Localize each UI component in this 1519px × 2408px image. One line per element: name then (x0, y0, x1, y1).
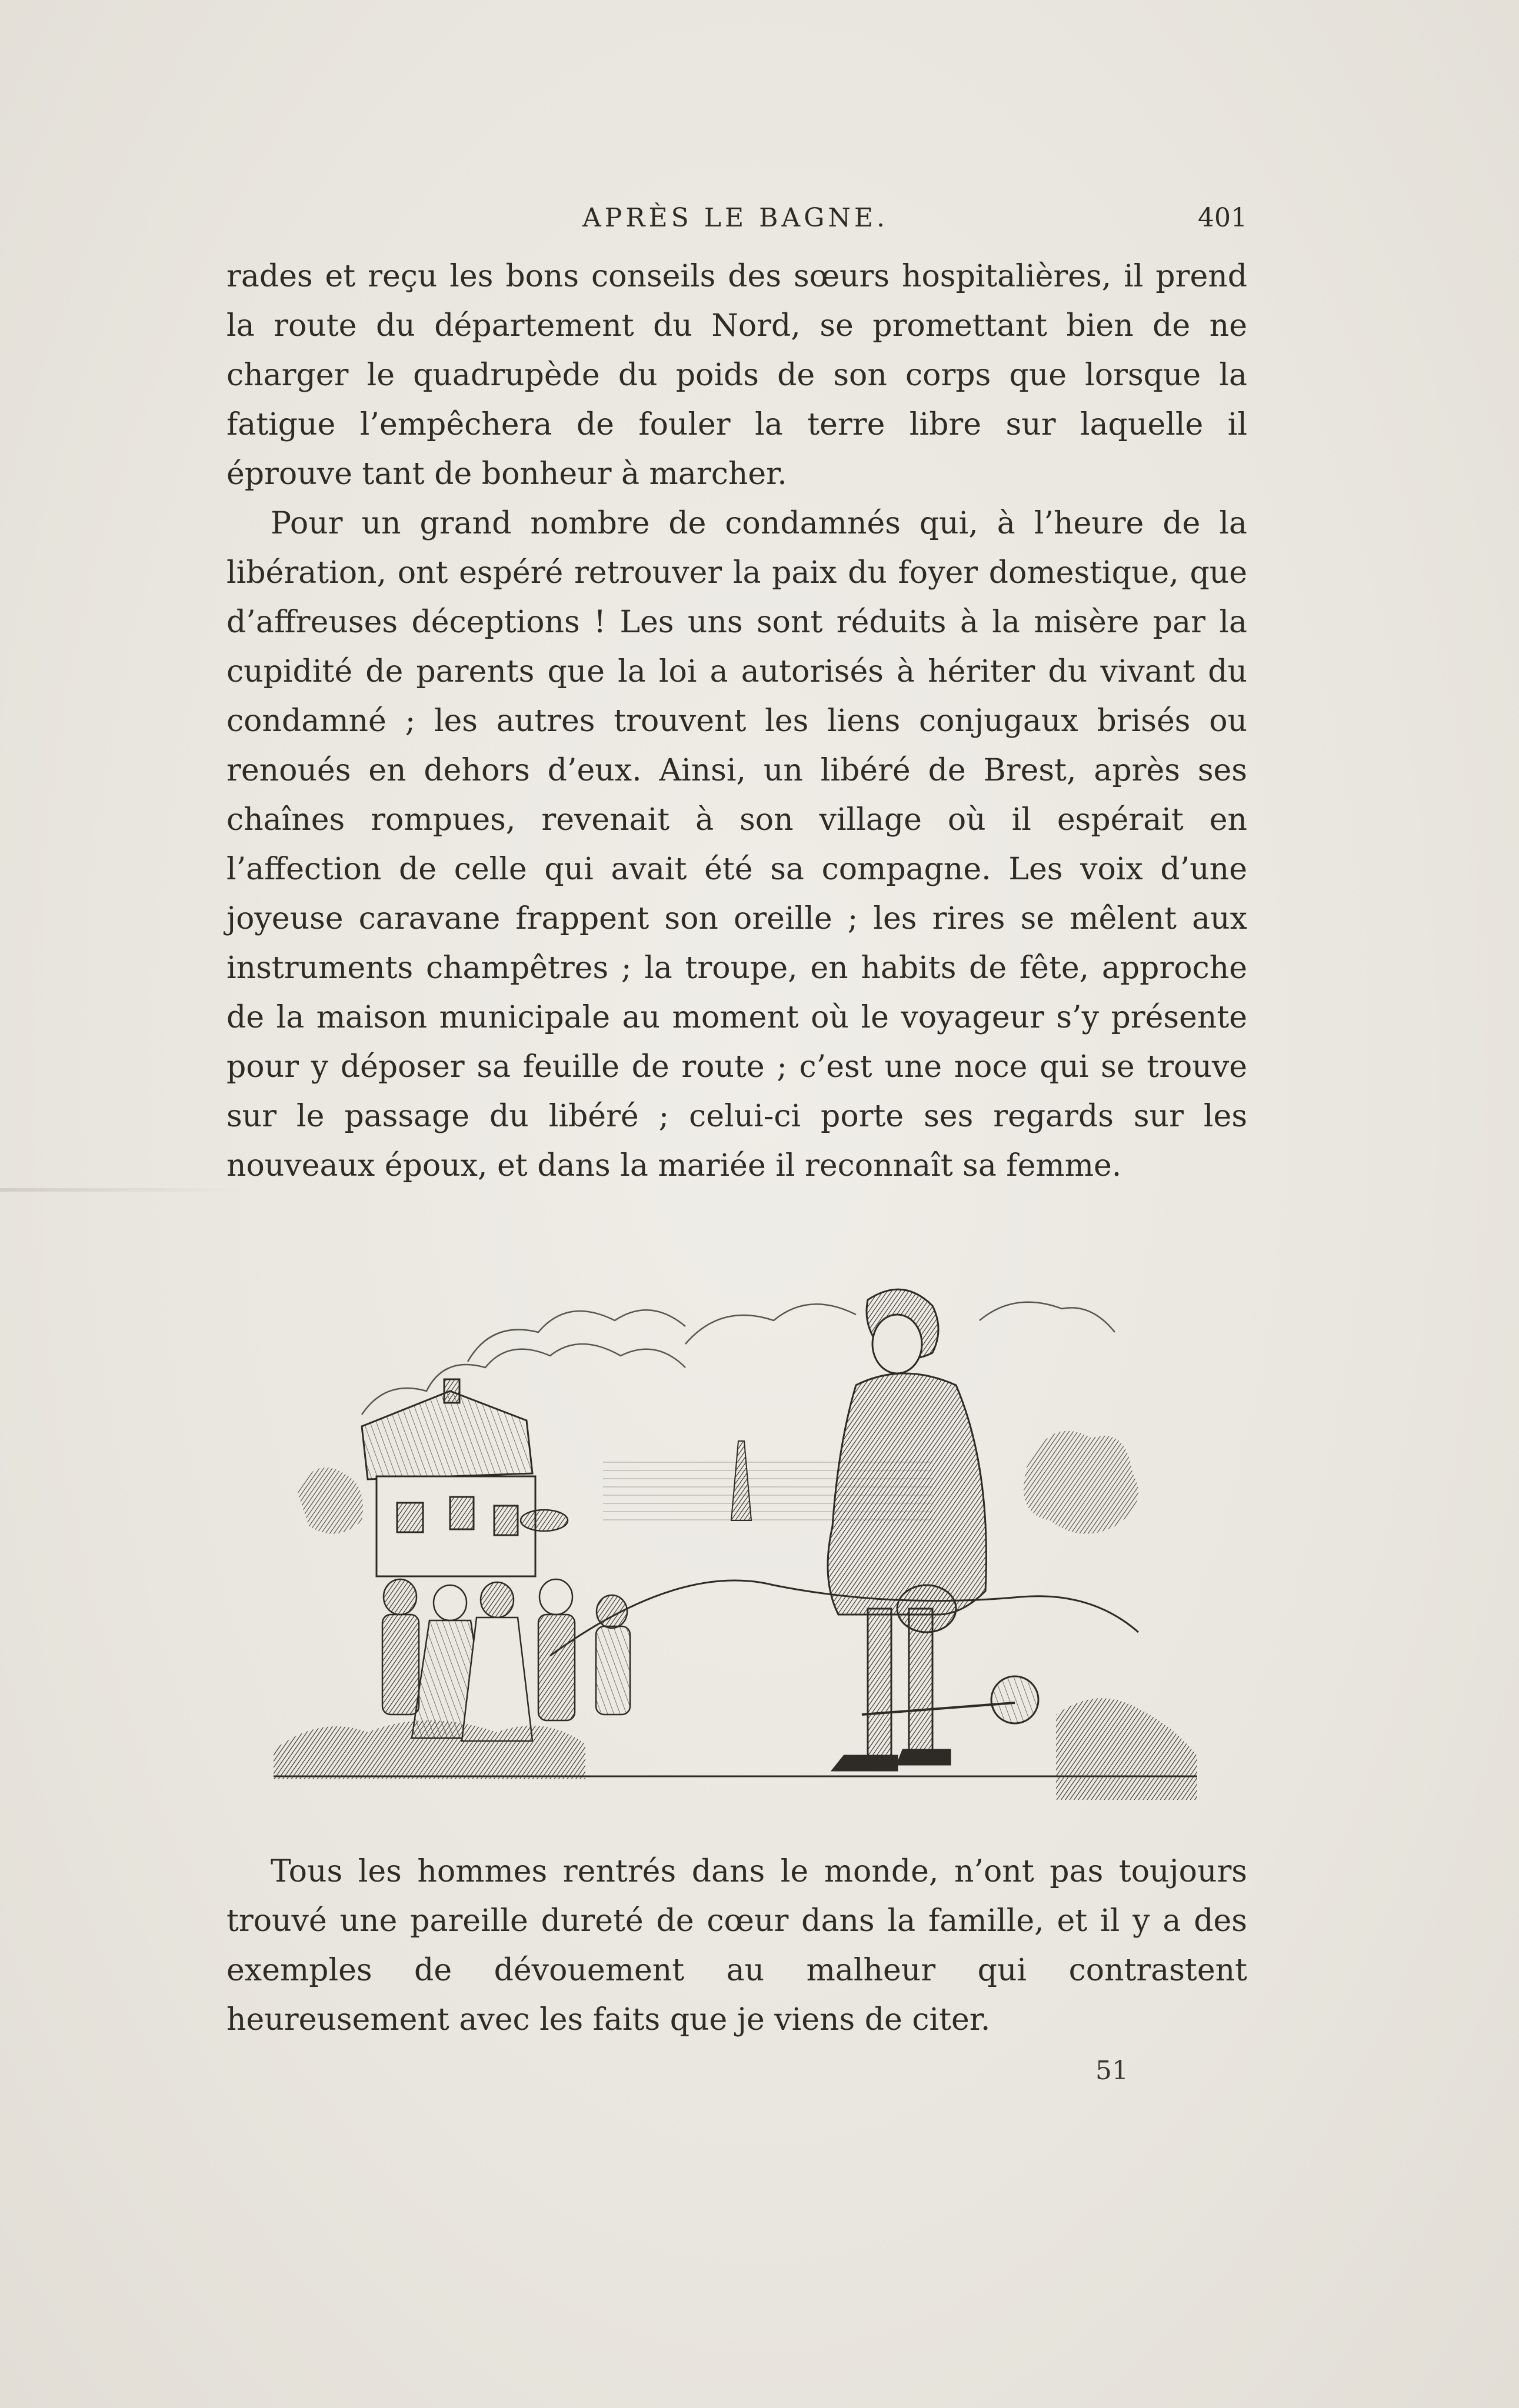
page-number: 401 (1198, 203, 1247, 233)
returning-convict-figure (828, 1289, 1038, 1770)
paper-fold (0, 1188, 247, 1192)
text-block-top (226, 252, 1247, 1190)
engraving-illustration (274, 1244, 1197, 1800)
clouds (362, 1302, 1115, 1415)
text-block-bottom (226, 1847, 1247, 2045)
cottage (362, 1379, 535, 1576)
paragraph-continued: rades et reçu les bons conseils des sœurs hospitalières, il prend la route du département du Nord, se promettant bien de ne charger le quadrupède du poids de son corps que lorsque la fatigue l’empêchera de fouler la terre libre sur laquelle il éprouve tant de bonheur à marcher. (226, 259, 1247, 492)
printer-signature: 51 (1095, 2056, 1128, 2086)
running-head (224, 203, 1247, 238)
church-spire (731, 1441, 751, 1520)
paragraph: Pour un grand nombre de condamnés qui, à l’heure de la libération, ont espéré retrouver la paix du foyer domestique, que d’affreuses déceptions ! Les uns sont réduits à la misère par la cupidité de parents que la loi a autorisés à hériter du vivant du condamné ; les autres trouvent les liens conjugaux brisés ou renoués en dehors d’eux. Ainsi, un libéré de Brest, après ses chaînes rompues, revenait à son village où il espérait en l’affection de celle qui avait été sa compagne. Les voix d’une joyeuse caravane frappent son oreille ; les rires se mêlent aux instruments champêtres ; la troupe, en habits de fête, approche de la maison municipale au moment où le voyageur s’y présente pour y déposer sa feuille de route ; c’est une noce qui se trouve sur le passage du libéré ; celui-ci porte ses regards sur les nouveaux époux, et dans la mariée il reconnaît sa femme. (226, 506, 1247, 1183)
paragraph: Tous les hommes rentrés dans le monde, n’ont pas toujours trouvé une pareille dureté de cœur dans la famille, et il y a des exemples de dévouement au malheur qui contrastent heureusement avec les faits que je viens de citer. (226, 1854, 1247, 2037)
running-title: APRÈS LE BAGNE. (582, 203, 888, 233)
